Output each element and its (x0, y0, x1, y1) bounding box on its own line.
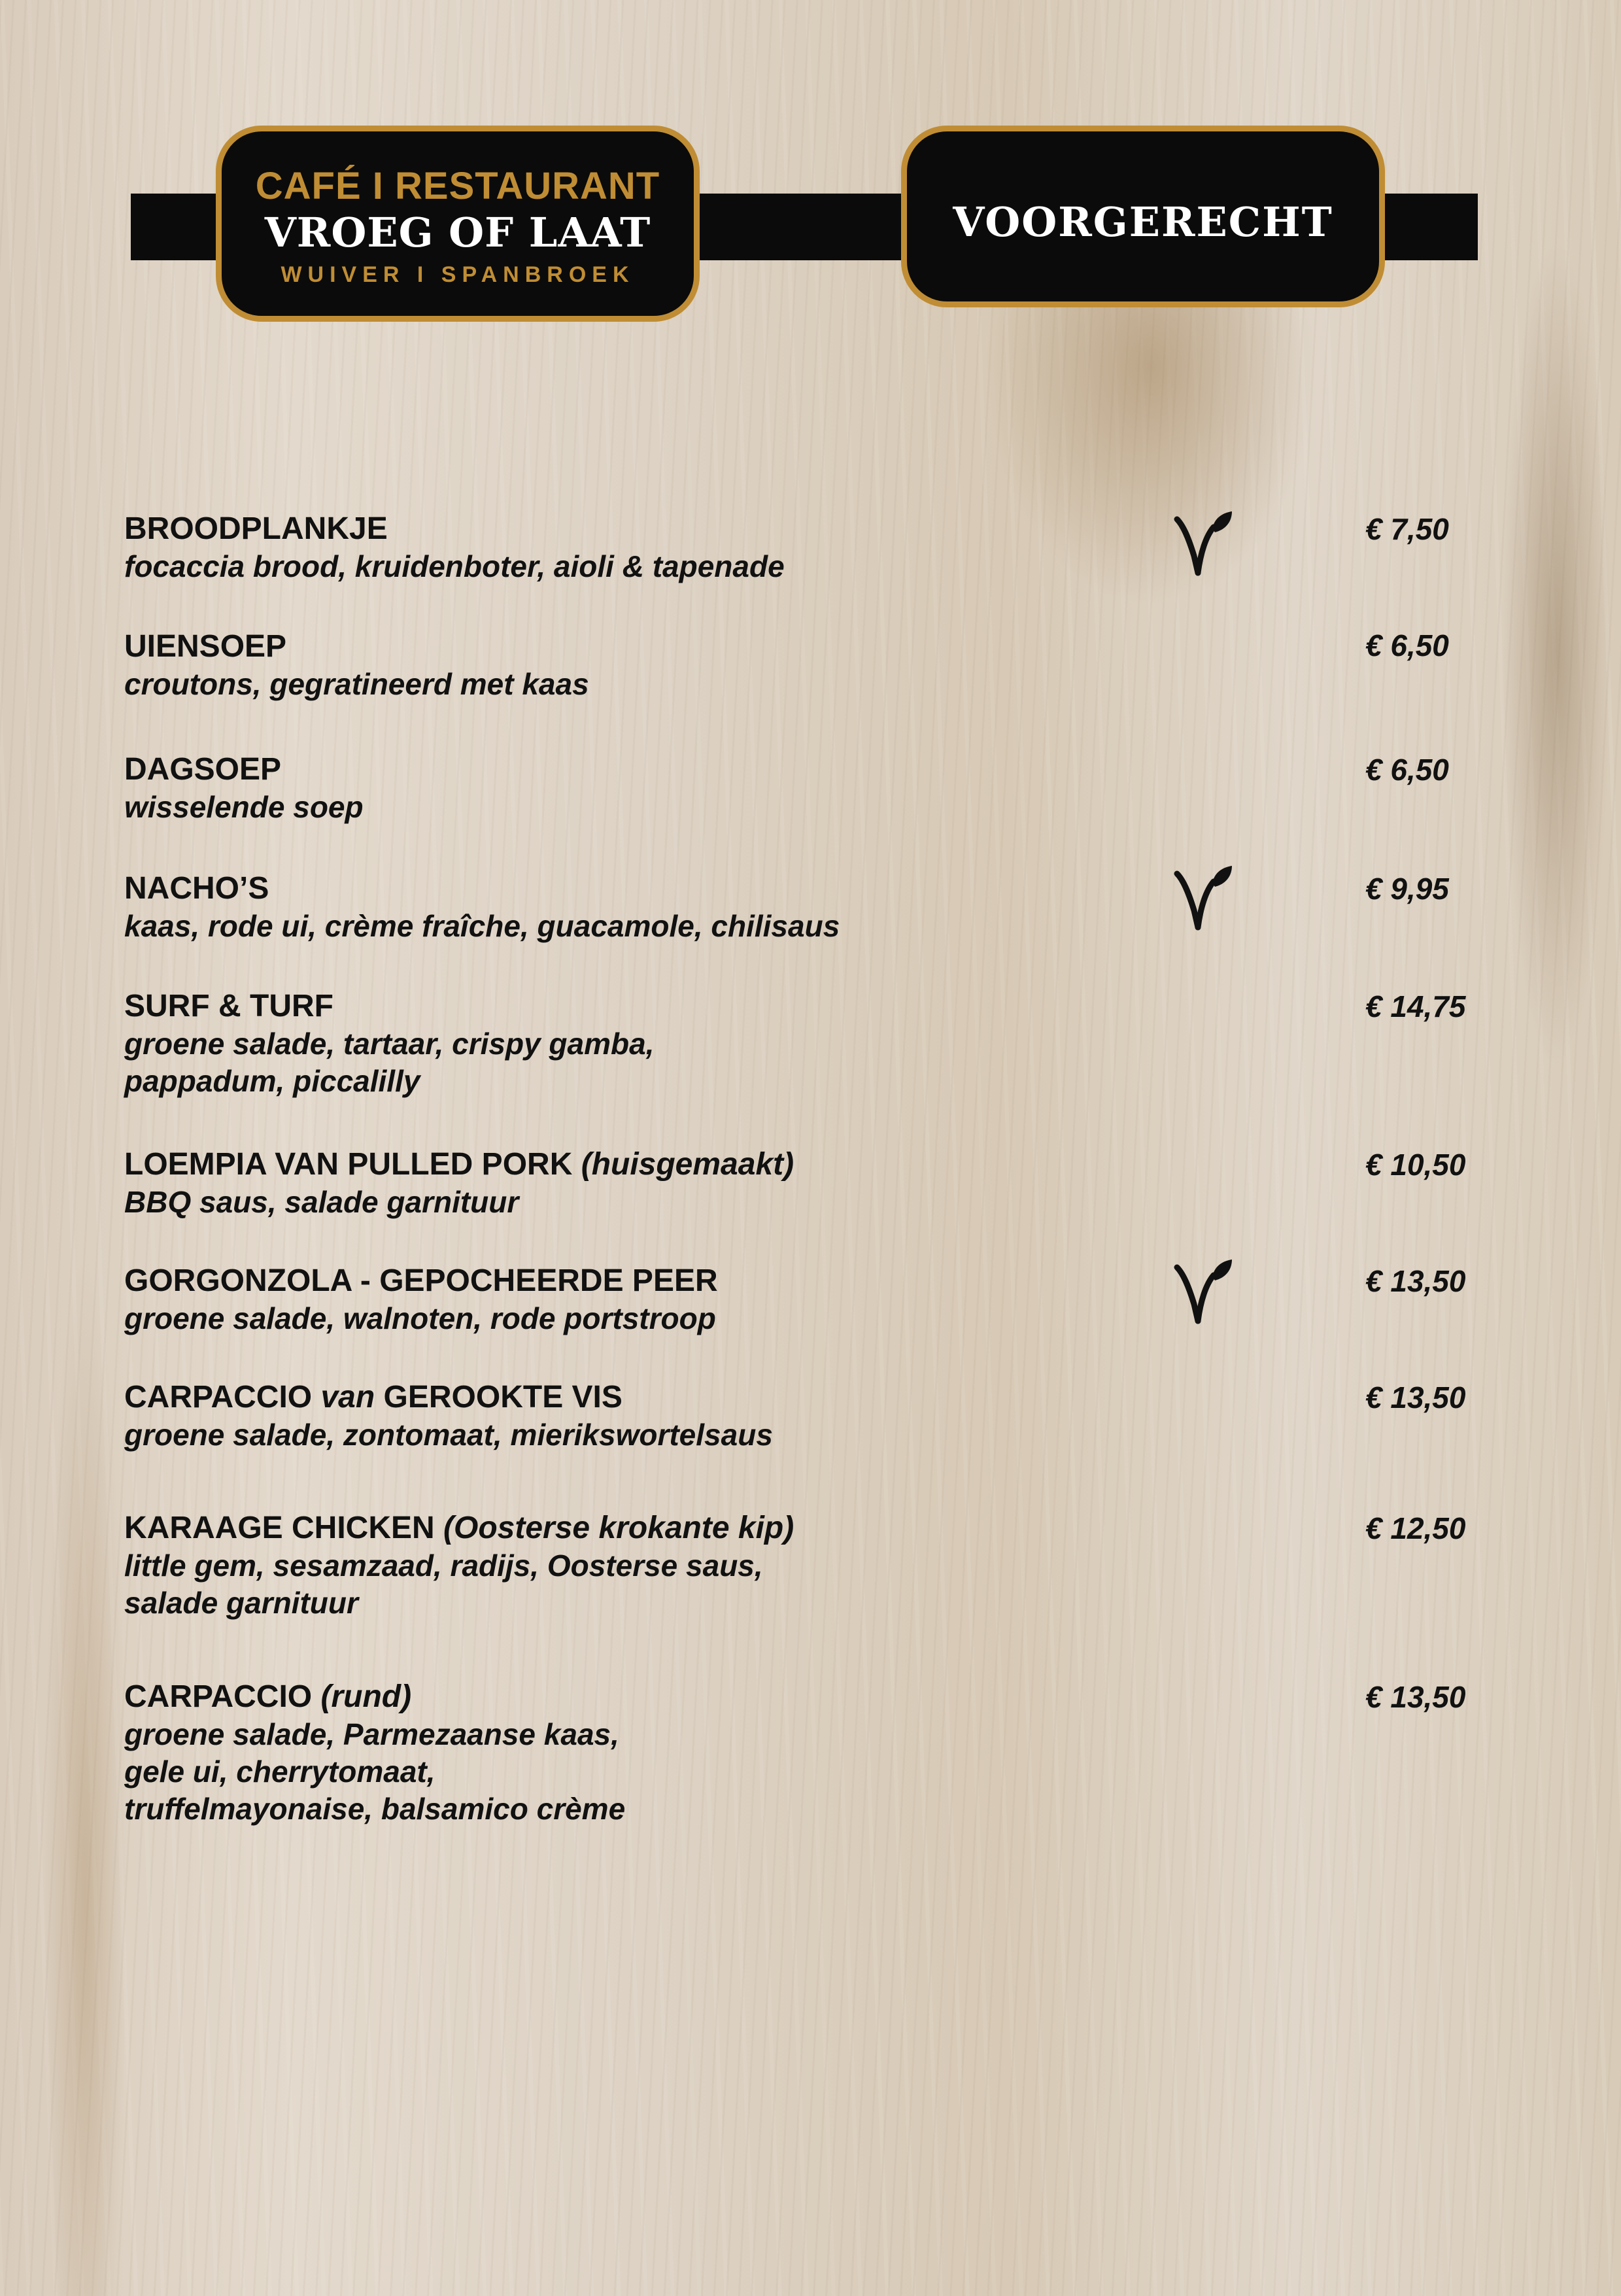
item-price: € 12,50 (1365, 1511, 1466, 1545)
item-description: groene salade, Parmezaanse kaas, gele ui, cherrytomaat, truffelmayonaise, balsamico crème (124, 1717, 626, 1826)
menu-item (124, 987, 1105, 1100)
item-name: LOEMPIA VAN PULLED PORK (huisgemaakt) (124, 1147, 794, 1182)
item-price: € 6,50 (1365, 628, 1449, 662)
item-name: DAGSOEP (124, 752, 282, 787)
item-description: BBQ saus, salade garnituur (124, 1185, 519, 1219)
vegetarian-leaf-icon (1172, 865, 1237, 938)
item-price: € 9,95 (1365, 872, 1449, 906)
menu-item (124, 628, 1105, 703)
restaurant-logo (216, 126, 700, 322)
vegetarian-leaf-icon (1172, 1258, 1237, 1331)
item-name: CARPACCIO (rund) (124, 1679, 412, 1714)
item-price: € 13,50 (1365, 1264, 1466, 1298)
menu-item (124, 510, 1105, 585)
item-description: groene salade, walnoten, rode portstroop (124, 1301, 716, 1335)
section-title-plaque (901, 126, 1385, 307)
menu-item (124, 1509, 1105, 1622)
item-name: CARPACCIO van GEROOKTE VIS (124, 1380, 623, 1414)
item-price: € 10,50 (1365, 1148, 1466, 1182)
logo-name: VROEG OF LAAT (264, 209, 651, 256)
item-description: kaas, rode ui, crème fraîche, guacamole, chilisaus (124, 909, 840, 943)
item-name: SURF & TURF (124, 989, 333, 1023)
item-price: € 13,50 (1365, 1380, 1466, 1414)
item-name: BROODPLANKJE (124, 511, 388, 546)
item-name: UIENSOEP (124, 629, 287, 664)
item-price: € 6,50 (1365, 753, 1449, 787)
vegetarian-leaf-icon (1172, 510, 1237, 583)
menu-item (124, 1379, 1105, 1454)
logo-location: WUIVER I SPANBROEK (281, 262, 635, 287)
item-price: € 13,50 (1365, 1680, 1466, 1714)
item-price: € 7,50 (1365, 512, 1449, 546)
menu-item (124, 1146, 1105, 1221)
item-name: NACHO’S (124, 871, 269, 906)
menu-item (124, 870, 1105, 945)
item-description: groene salade, zontomaat, mierikswortelsaus (124, 1418, 773, 1452)
menu-item (124, 751, 1105, 826)
section-title: VOORGERECHT (953, 198, 1333, 246)
logo-tagline: CAFÉ I RESTAURANT (255, 165, 660, 207)
item-name: KARAAGE CHICKEN (Oosterse krokante kip) (124, 1511, 794, 1545)
item-name: GORGONZOLA - GEPOCHEERDE PEER (124, 1263, 718, 1298)
item-description: wisselende soep (124, 790, 364, 824)
item-description: little gem, sesamzaad, radijs, Oosterse saus, salade garnituur (124, 1549, 763, 1620)
item-price: € 14,75 (1365, 989, 1466, 1023)
item-description: croutons, gegratineerd met kaas (124, 667, 589, 701)
item-description: focaccia brood, kruidenboter, aioli & tapenade (124, 549, 785, 583)
menu-item (124, 1262, 1105, 1337)
menu-item (124, 1678, 1105, 1828)
item-description: groene salade, tartaar, crispy gamba, pappadum, piccalilly (124, 1027, 655, 1098)
